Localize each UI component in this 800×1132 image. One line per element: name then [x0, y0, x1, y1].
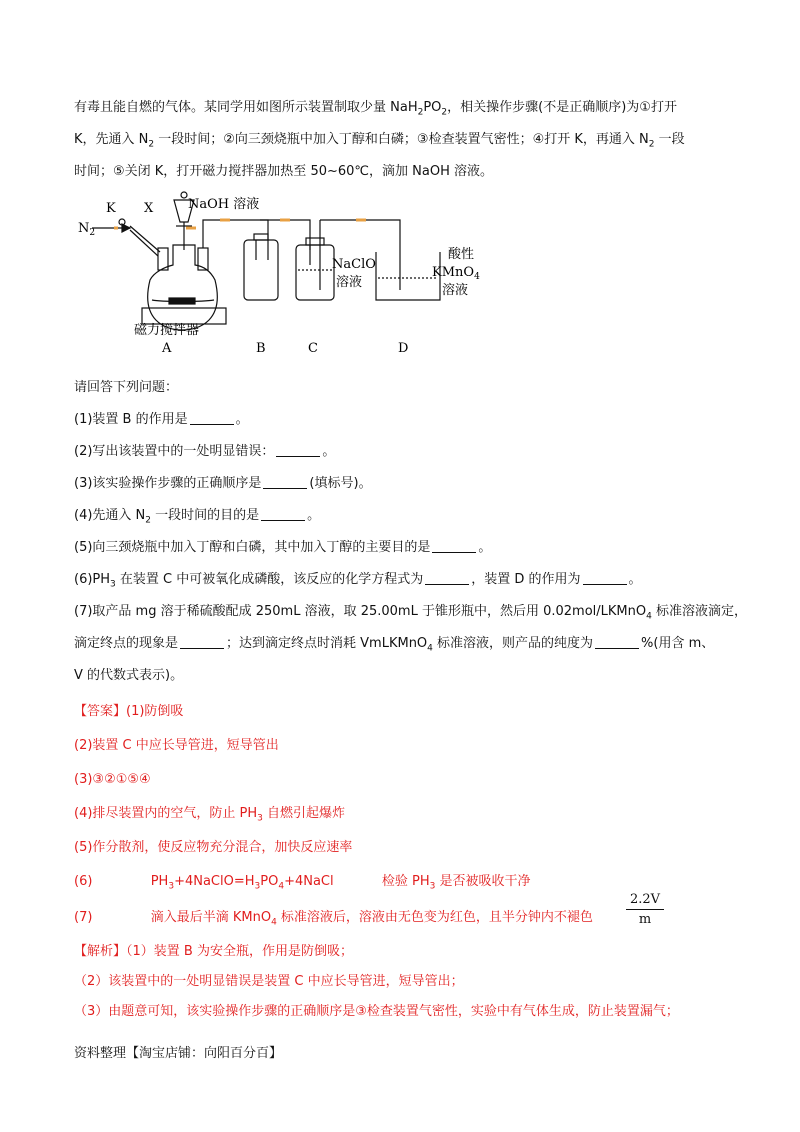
answer-6: (6) $PH_3+4NaClO=H_3PO_4+4NaCl$ 检验 $PH_3$ 是否被吸收干净	[74, 874, 531, 892]
kmno4-soln-label: 溶液	[442, 283, 469, 298]
answer-blank	[432, 538, 476, 553]
answer-7: (7) 滴入最后半滴 KMnO$_4$ 标准溶液后，溶液由无色变为红色，且半分钟内不褪色	[74, 910, 593, 928]
prompt: 请回答下列问题：	[74, 380, 179, 395]
answer-blank	[583, 570, 627, 585]
label-b: B	[256, 341, 266, 356]
answer-4: (4)排尽装置内的空气，防止 $PH_3$ 自燃引起爆炸	[74, 806, 346, 824]
kmno4-label: KMnO$_4$	[432, 265, 480, 282]
answer-blank	[276, 442, 320, 457]
question-1: (1)装置 B 的作用是 。	[74, 412, 249, 427]
answer-blank	[263, 474, 307, 489]
answer-2: (2)装置 C 中应长导管进，短导管出	[74, 738, 279, 753]
naclo-label: NaClO	[332, 257, 376, 272]
analysis-3: （3）由题意可知，该实验操作步骤的正确顺序是③检查装置气密性，实验中有气体生成，防止装置漏气；	[74, 1004, 679, 1019]
fraction-denominator: m	[638, 912, 652, 927]
answer-1: 【答案】(1)防倒吸	[74, 704, 184, 719]
acidic-label: 酸性	[448, 247, 475, 262]
answer-6-equation: $PH_3+4NaClO=H_3PO_4+4NaCl$	[150, 874, 334, 892]
analysis-2: （2）该装置中的一处明显错误是装置 C 中应长导管进，短导管出；	[74, 974, 464, 989]
label-d: D	[398, 341, 409, 356]
naclo-soln-label: 溶液	[336, 275, 363, 290]
answer-5: (5)作分散剂，使反应物充分混合，加快反应速率	[74, 840, 353, 855]
intro-line-3: 时间；⑤关闭 K，打开磁力搅拌器加热至 50~60℃，滴加 NaOH 溶液。	[74, 164, 493, 179]
question-6: $(6)PH_3$ 在装置 C 中可被氧化成磷酸，该反应的化学方程式为 ，装置 D 的作用为 。	[74, 572, 642, 590]
intro-line-1: 有毒且能自燃的气体。某同学用如图所示装置制取少量 $NaH_2PO_2$，相关操作步骤(不是正确顺序)为①打开	[74, 100, 677, 118]
n2-label: $N_2$	[78, 221, 96, 238]
k-label: K	[106, 201, 116, 216]
question-7-line-3: V 的代数式表示)。	[74, 668, 184, 683]
answer-blank	[261, 506, 305, 521]
question-5: (5)向三颈烧瓶中加入丁醇和白磷，其中加入丁醇的主要目的是 。	[74, 540, 492, 555]
x-label: X	[144, 201, 154, 216]
label-c: C	[308, 341, 318, 356]
question-2: (2)写出该装置中的一处明显错误： 。	[74, 444, 336, 459]
question-4: (4)先通入 $N_2$ 一段时间的目的是 。	[74, 508, 321, 526]
answer-blank	[190, 410, 234, 425]
answer-blank	[180, 634, 224, 649]
stirrer-label: 磁力搅拌器	[134, 323, 200, 338]
fraction-numerator: 2.2V	[626, 892, 664, 910]
question-3: (3)该实验操作步骤的正确顺序是 (填标号)。	[74, 476, 372, 491]
intro-line-2: K，先通入 $N_2$ 一段时间；②向三颈烧瓶中加入丁醇和白磷；③检查装置气密性；④打开 K，再通入 $N_2$ 一段	[74, 132, 685, 150]
answer-blank	[425, 570, 469, 585]
apparatus-diagram	[70, 190, 490, 360]
footer: 资料整理【淘宝店铺：向阳百分百】	[74, 1046, 283, 1061]
analysis-1: 【解析】（1）装置 B 为安全瓶，作用是防倒吸；	[74, 944, 353, 959]
question-7-line-1: (7)取产品 mg 溶于稀硫酸配成 250mL 溶液，取 25.00mL 于锥形瓶中，然后用 0.02mol/LKMnO$_4$ 标准溶液滴定，	[74, 604, 747, 622]
answer-blank	[595, 634, 639, 649]
answer-3: (3)③②①⑤④	[74, 772, 151, 787]
question-7-line-2: 滴定终点的现象是 ；达到滴定终点时消耗 VmLKMnO$_4$ 标准溶液，则产品的纯度为 %(用含 m、	[74, 636, 715, 654]
label-a: A	[162, 341, 172, 356]
answer-6-purpose: 检验 $PH_3$ 是否被吸收干净	[381, 874, 531, 892]
purity-fraction	[626, 892, 664, 927]
naoh-label: NaOH 溶液	[188, 197, 260, 212]
